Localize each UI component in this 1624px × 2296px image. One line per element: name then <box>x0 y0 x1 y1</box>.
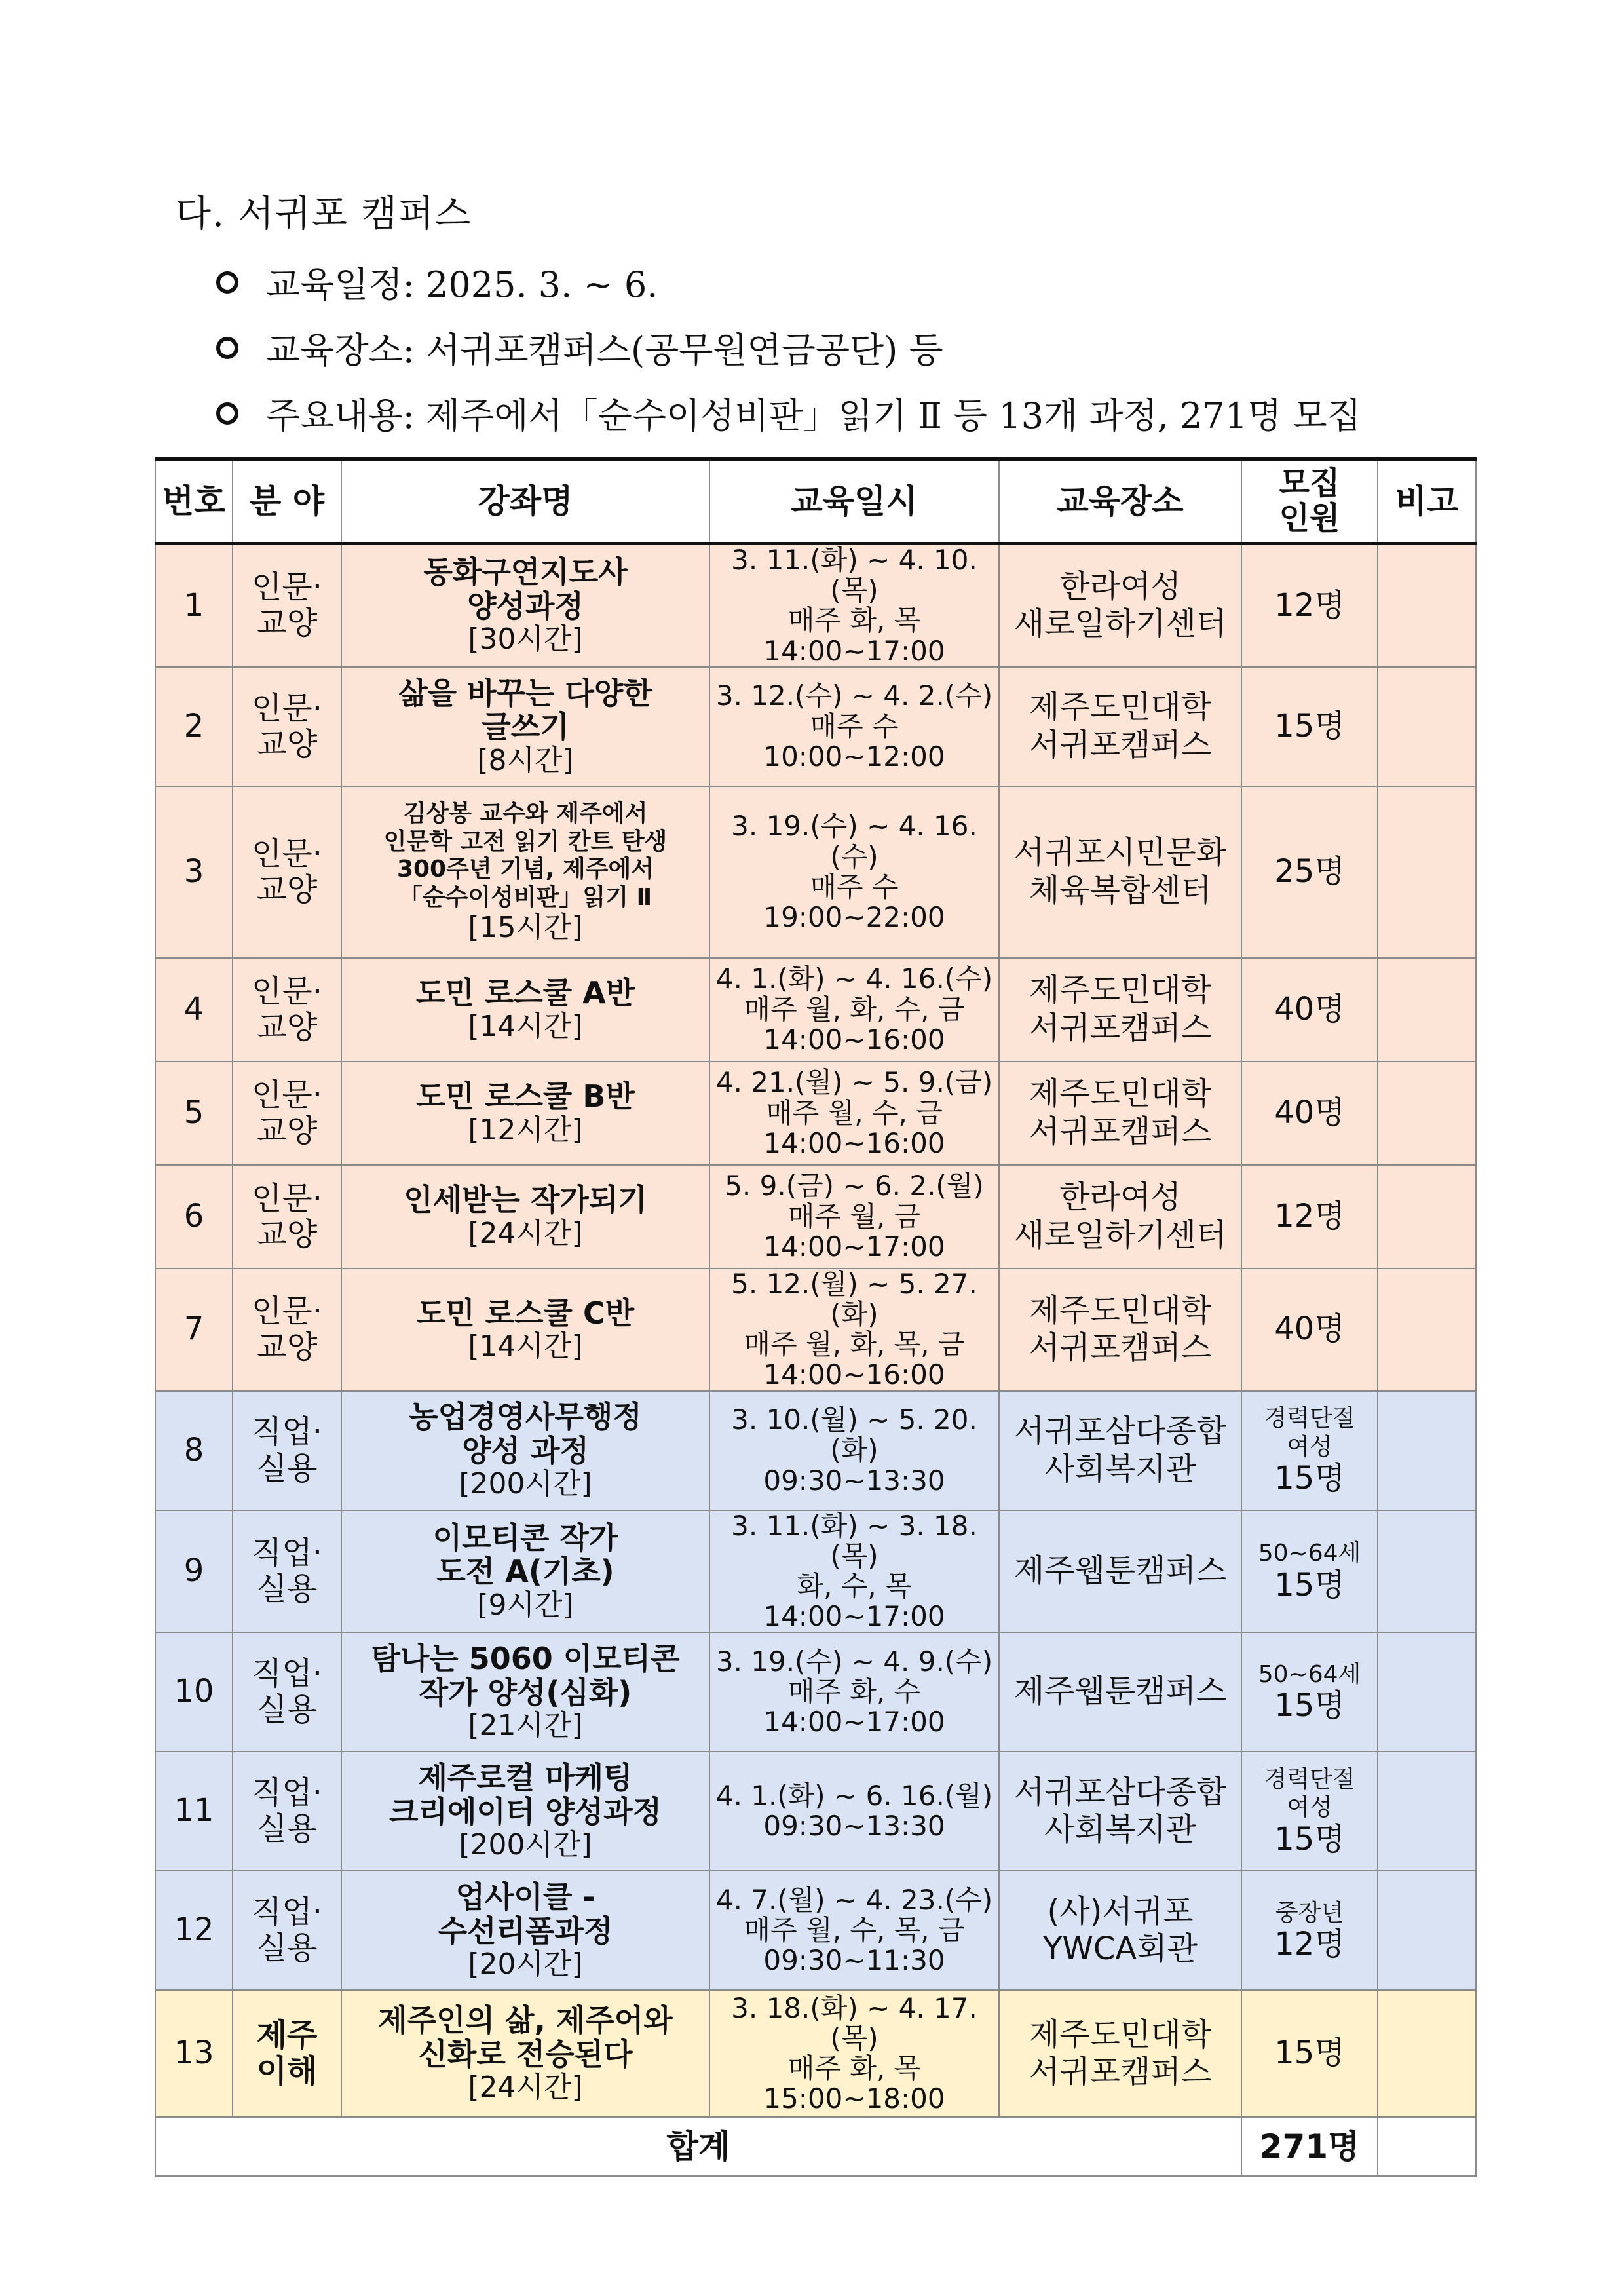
field-line: 인문· <box>252 1076 322 1113</box>
course-title-line: 크리에이터 양성과정 <box>389 1793 662 1829</box>
field-line: 직업· <box>252 1774 322 1812</box>
table-row <box>155 1871 1476 1990</box>
row-remark <box>1378 1751 1476 1871</box>
field-line: 직업· <box>252 1655 322 1693</box>
date-line: 매주 월, 수, 금 <box>766 1096 943 1129</box>
place-line: 제주도민대학 <box>1029 689 1212 726</box>
row-remark <box>1378 1391 1476 1510</box>
date-line: 매주 화, 목 <box>787 2052 921 2085</box>
bullet-schedule <box>216 257 658 307</box>
row-course <box>341 1165 709 1269</box>
row-field <box>233 544 341 667</box>
field-line: 인문· <box>252 569 322 606</box>
circle-bullet-icon <box>216 402 238 425</box>
course-title-line: 제주로컬 마케팅 <box>418 1760 633 1796</box>
row-place <box>999 1990 1241 2117</box>
row-course <box>341 1391 709 1510</box>
date-line: 3. 19.(수) ~ 4. 16.(수) <box>731 810 977 873</box>
course-title-line: 양성과정 <box>467 588 584 624</box>
row-number: 5 <box>155 1062 233 1165</box>
row-number: 13 <box>155 1990 233 2117</box>
capacity-value: 15명 <box>1274 1459 1345 1497</box>
row-date <box>709 1990 999 2117</box>
row-field <box>233 958 341 1062</box>
total-label: 합계 <box>155 2117 1241 2177</box>
date-line: 3. 12.(수) ~ 4. 2.(수) <box>715 679 993 712</box>
place-line: 제주도민대학 <box>1029 972 1212 1009</box>
place-line: 서귀포시민문화 <box>1013 834 1227 871</box>
place-line: 제주도민대학 <box>1029 1075 1212 1113</box>
field-line: 실용 <box>256 1449 318 1487</box>
field-line: 교양 <box>256 605 318 642</box>
header-date: 교육일시 <box>709 459 999 544</box>
capacity-note: 경력단절 <box>1264 1405 1355 1432</box>
field-line: 교양 <box>256 1329 318 1366</box>
row-date <box>709 1062 999 1165</box>
row-capacity <box>1241 667 1378 786</box>
row-capacity <box>1241 1391 1378 1510</box>
header-field: 분 야 <box>233 459 341 544</box>
row-remark <box>1378 1165 1476 1269</box>
capacity-value: 15명 <box>1274 1566 1345 1603</box>
date-line: 3. 11.(화) ~ 3. 18.(목) <box>731 1510 977 1572</box>
capacity-value: 25명 <box>1274 852 1345 890</box>
row-course <box>341 1510 709 1633</box>
row-course <box>341 667 709 786</box>
place-line: 서귀포캠퍼스 <box>1029 2054 1212 2091</box>
total-remark <box>1378 2117 1476 2177</box>
row-remark <box>1378 1062 1476 1165</box>
course-title-line: 신화로 전승된다 <box>418 2036 633 2072</box>
table-row <box>155 1751 1476 1871</box>
capacity-value: 40명 <box>1274 1311 1345 1348</box>
date-line: 14:00~16:00 <box>763 1023 945 1056</box>
field-line: 제주 <box>256 2017 318 2054</box>
row-date <box>709 667 999 786</box>
field-line: 교양 <box>256 1112 318 1149</box>
field-line: 교양 <box>256 871 318 908</box>
capacity-note: 경력단절 <box>1264 1766 1355 1793</box>
section-heading: 다. 서귀포 캠퍼스 <box>176 193 472 235</box>
date-line: 3. 18.(화) ~ 4. 17.(목) <box>731 1991 977 2055</box>
row-capacity <box>1241 1269 1378 1391</box>
course-hours: [12시간] <box>468 1113 583 1147</box>
row-remark <box>1378 786 1476 958</box>
row-remark <box>1378 544 1476 667</box>
course-hours: [200시간] <box>459 1828 592 1862</box>
bullet-text: 교육일정: 2025. 3. ~ 6. <box>266 264 658 305</box>
table-row <box>155 1632 1476 1751</box>
bullet-content <box>216 388 1361 438</box>
course-title-line: 수선리폼과정 <box>438 1913 613 1949</box>
course-title-line: 「순수이성비판」읽기 Ⅱ <box>398 883 652 911</box>
course-title-line: 동화구연지도사 <box>423 554 628 590</box>
row-place <box>999 544 1241 667</box>
row-remark <box>1378 1269 1476 1391</box>
table-row <box>155 1062 1476 1165</box>
row-number: 9 <box>155 1510 233 1633</box>
place-line: (사)서귀포 <box>1047 1892 1194 1930</box>
row-place <box>999 1751 1241 1871</box>
table-row <box>155 1510 1476 1633</box>
header-remark: 비고 <box>1378 459 1476 544</box>
row-field <box>233 667 341 786</box>
row-remark <box>1378 667 1476 786</box>
row-date <box>709 1751 999 1871</box>
row-place <box>999 786 1241 958</box>
row-course <box>341 958 709 1062</box>
table-row <box>155 1391 1476 1510</box>
course-title-line: 김상봉 교수와 제주에서 <box>403 800 648 828</box>
date-line: 5. 9.(금) ~ 6. 2.(월) <box>725 1170 984 1202</box>
row-field <box>233 786 341 958</box>
course-hours: [14시간] <box>468 1330 583 1364</box>
row-date <box>709 544 999 667</box>
place-line: YWCA회관 <box>1043 1930 1198 1968</box>
date-line: 14:00~17:00 <box>763 634 945 667</box>
row-place <box>999 1391 1241 1510</box>
table-row <box>155 1165 1476 1269</box>
row-date <box>709 1632 999 1751</box>
row-capacity <box>1241 1990 1378 2117</box>
place-line: 서귀포삼다종합 <box>1013 1773 1227 1810</box>
place-line: 서귀포캠퍼스 <box>1029 726 1212 763</box>
capacity-value: 40명 <box>1274 1094 1345 1131</box>
date-line: 14:00~16:00 <box>763 1358 945 1391</box>
row-place <box>999 1165 1241 1269</box>
place-line: 서귀포삼다종합 <box>1013 1412 1227 1449</box>
row-course <box>341 1062 709 1165</box>
field-line: 실용 <box>256 1930 318 1967</box>
row-number: 6 <box>155 1165 233 1269</box>
field-line: 인문· <box>252 835 322 872</box>
row-number: 8 <box>155 1391 233 1510</box>
place-line: 서귀포캠퍼스 <box>1029 1009 1212 1046</box>
row-capacity <box>1241 1165 1378 1269</box>
row-date <box>709 1269 999 1391</box>
field-line: 교양 <box>256 1215 318 1253</box>
row-capacity <box>1241 544 1378 667</box>
place-line: 서귀포캠퍼스 <box>1029 1330 1212 1367</box>
row-number: 4 <box>155 958 233 1062</box>
date-line: 3. 19.(수) ~ 4. 9.(수) <box>715 1645 993 1677</box>
header-no: 번호 <box>155 459 233 544</box>
date-line: 15:00~18:00 <box>763 2082 945 2115</box>
field-line: 실용 <box>256 1810 318 1848</box>
row-course <box>341 1632 709 1751</box>
date-line: 4. 21.(월) ~ 5. 9.(금) <box>715 1066 993 1099</box>
table-header-row <box>155 459 1476 544</box>
course-title-line: 도민 로스쿨 C반 <box>416 1295 635 1331</box>
row-field <box>233 1871 341 1990</box>
capacity-value: 15명 <box>1274 1687 1345 1724</box>
capacity-value: 12명 <box>1274 1197 1345 1234</box>
field-line: 인문· <box>252 1292 322 1330</box>
row-capacity <box>1241 1871 1378 1990</box>
capacity-value: 15명 <box>1274 2035 1345 2072</box>
place-line: 사회복지관 <box>1044 1811 1196 1848</box>
header-place: 교육장소 <box>999 459 1241 544</box>
row-course <box>341 544 709 667</box>
capacity-note: 50~64세 <box>1258 1660 1361 1688</box>
date-line: 화, 수, 목 <box>797 1569 912 1602</box>
header-capacity <box>1241 459 1378 544</box>
place-line: 서귀포캠퍼스 <box>1029 1113 1212 1150</box>
row-field <box>233 1510 341 1633</box>
row-field <box>233 1751 341 1871</box>
row-place <box>999 1510 1241 1633</box>
row-course <box>341 786 709 958</box>
row-field <box>233 1062 341 1165</box>
table-row <box>155 1269 1476 1391</box>
course-title-line: 양성 과정 <box>462 1432 589 1468</box>
table-row <box>155 667 1476 786</box>
row-date <box>709 786 999 958</box>
header-course: 강좌명 <box>341 459 709 544</box>
row-remark <box>1378 1632 1476 1751</box>
field-line: 직업· <box>252 1894 322 1931</box>
date-line: 매주 월, 금 <box>787 1200 921 1233</box>
date-line: 3. 11.(화) ~ 4. 10.(목) <box>731 544 977 607</box>
row-number: 7 <box>155 1269 233 1391</box>
table-row <box>155 1990 1476 2117</box>
date-line: 5. 12.(월) ~ 5. 27.(화) <box>731 1268 977 1330</box>
capacity-note: 여성 <box>1287 1794 1332 1822</box>
table-row <box>155 958 1476 1062</box>
course-title-line: 도전 A(기초) <box>436 1554 614 1590</box>
date-line: 14:00~17:00 <box>763 1706 945 1738</box>
date-line: 19:00~22:00 <box>763 900 945 933</box>
place-line: 새로일하기센터 <box>1013 605 1227 643</box>
row-capacity <box>1241 1510 1378 1633</box>
place-line: 사회복지관 <box>1044 1450 1196 1487</box>
field-line: 인문· <box>252 1179 322 1217</box>
row-place <box>999 1062 1241 1165</box>
row-course <box>341 1990 709 2117</box>
bullet-text: 주요내용: 제주에서「순수이성비판」읽기 Ⅱ 등 13개 과정, 271명 모집 <box>266 395 1361 436</box>
course-title-line: 제주인의 삶, 제주어와 <box>378 2002 673 2038</box>
field-line: 실용 <box>256 1570 318 1607</box>
capacity-note: 중장년 <box>1275 1899 1344 1926</box>
date-line: 매주 월, 화, 수, 금 <box>744 993 965 1025</box>
row-place <box>999 1269 1241 1391</box>
date-line: 매주 화, 수 <box>787 1675 921 1708</box>
course-hours: [8시간] <box>477 743 574 777</box>
date-line: 14:00~17:00 <box>763 1230 945 1263</box>
row-place <box>999 1632 1241 1751</box>
course-hours: [20시간] <box>468 1947 583 1981</box>
place-line: 체육복합센터 <box>1029 871 1212 909</box>
circle-bullet-icon <box>216 271 238 294</box>
place-line: 제주도민대학 <box>1029 1292 1212 1329</box>
course-hours: [15시간] <box>468 911 583 945</box>
date-line: 매주 수 <box>810 870 899 903</box>
course-title-line: 글쓰기 <box>482 709 569 745</box>
date-line: 4. 1.(화) ~ 6. 16.(월) <box>715 1780 993 1812</box>
date-line: 09:30~13:30 <box>763 1464 945 1497</box>
row-place <box>999 1871 1241 1990</box>
course-table <box>155 457 1477 2177</box>
field-line: 인문· <box>252 972 322 1010</box>
course-title-line: 삶을 바꾸는 다양한 <box>398 675 652 711</box>
capacity-value: 40명 <box>1274 990 1345 1027</box>
row-number: 2 <box>155 667 233 786</box>
row-field <box>233 1165 341 1269</box>
header-capacity-line2: 인원 <box>1279 500 1340 537</box>
bullet-text: 교육장소: 서귀포캠퍼스(공무원연금공단) 등 <box>266 330 943 371</box>
row-number: 1 <box>155 544 233 667</box>
total-value: 271명 <box>1241 2117 1378 2177</box>
course-title-line: 작가 양성(심화) <box>419 1674 632 1710</box>
capacity-value: 15명 <box>1274 707 1345 744</box>
place-line: 새로일하기센터 <box>1013 1216 1227 1253</box>
course-title-line: 이모티콘 작가 <box>432 1520 618 1556</box>
row-date <box>709 1510 999 1633</box>
row-field <box>233 1269 341 1391</box>
total-row <box>155 2117 1476 2177</box>
course-title-line: 농업경영사무행정 <box>409 1399 642 1435</box>
place-line: 한라여성 <box>1059 1179 1181 1216</box>
date-line: 매주 수 <box>810 710 899 742</box>
capacity-value: 12명 <box>1274 586 1345 624</box>
row-capacity <box>1241 1632 1378 1751</box>
row-remark <box>1378 1510 1476 1633</box>
course-hours: [24시간] <box>468 2071 583 2105</box>
date-line: 매주 월, 수, 목, 금 <box>744 1914 965 1947</box>
field-line: 교양 <box>256 1008 318 1046</box>
capacity-note: 50~64세 <box>1258 1540 1361 1567</box>
row-number: 12 <box>155 1871 233 1990</box>
course-hours: [200시간] <box>459 1467 592 1501</box>
table-row <box>155 786 1476 958</box>
field-line: 직업· <box>252 1413 322 1451</box>
date-line: 4. 1.(화) ~ 4. 16.(수) <box>715 963 993 995</box>
row-remark <box>1378 1871 1476 1990</box>
circle-bullet-icon <box>216 337 238 359</box>
row-capacity <box>1241 786 1378 958</box>
date-line: 09:30~13:30 <box>763 1810 945 1843</box>
field-line: 실용 <box>256 1691 318 1729</box>
place-line: 한라여성 <box>1059 567 1181 605</box>
place-line: 제주웹툰캠퍼스 <box>1013 1552 1227 1590</box>
field-line: 인문· <box>252 689 322 727</box>
date-line: 14:00~17:00 <box>763 1600 945 1633</box>
course-hours: [14시간] <box>468 1009 583 1043</box>
date-line: 매주 월, 화, 목, 금 <box>744 1328 965 1361</box>
row-field <box>233 1391 341 1510</box>
row-number: 11 <box>155 1751 233 1871</box>
row-number: 3 <box>155 786 233 958</box>
header-capacity-line1: 모집 <box>1279 465 1340 502</box>
row-field <box>233 1990 341 2117</box>
course-hours: [21시간] <box>468 1709 583 1743</box>
row-course <box>341 1751 709 1871</box>
capacity-value: 15명 <box>1274 1820 1345 1858</box>
field-line: 직업· <box>252 1534 322 1571</box>
course-title-line: 도민 로스쿨 B반 <box>416 1079 635 1115</box>
date-line: 4. 7.(월) ~ 4. 23.(수) <box>715 1883 993 1916</box>
row-remark <box>1378 1990 1476 2117</box>
capacity-note: 여성 <box>1287 1433 1332 1461</box>
table-row <box>155 544 1476 667</box>
course-title-line: 인세받는 작가되기 <box>404 1182 647 1218</box>
row-place <box>999 667 1241 786</box>
place-line: 제주웹툰캠퍼스 <box>1013 1673 1227 1710</box>
course-hours: [9시간] <box>477 1588 574 1622</box>
date-line: 09:30~11:30 <box>763 1944 945 1977</box>
field-line: 교양 <box>256 725 318 763</box>
row-place <box>999 958 1241 1062</box>
date-line: 매주 화, 목 <box>787 604 921 637</box>
course-title-line: 탐나는 5060 이모티콘 <box>371 1641 680 1677</box>
date-line: 3. 10.(월) ~ 5. 20.(화) <box>731 1404 977 1466</box>
row-course <box>341 1269 709 1391</box>
row-capacity <box>1241 958 1378 1062</box>
row-date <box>709 1165 999 1269</box>
course-hours: [24시간] <box>468 1216 583 1250</box>
date-line: 10:00~12:00 <box>763 740 945 773</box>
place-line: 제주도민대학 <box>1029 2016 1212 2053</box>
row-capacity <box>1241 1062 1378 1165</box>
row-date <box>709 1871 999 1990</box>
course-hours: [30시간] <box>468 622 583 657</box>
row-date <box>709 958 999 1062</box>
date-line: 14:00~16:00 <box>763 1126 945 1159</box>
bullet-location <box>216 322 943 373</box>
row-number: 10 <box>155 1632 233 1751</box>
row-remark <box>1378 958 1476 1062</box>
course-title-line: 300주년 기념, 제주에서 <box>396 856 654 883</box>
course-title-line: 도민 로스쿨 A반 <box>415 975 635 1011</box>
row-course <box>341 1871 709 1990</box>
course-title-line: 인문학 고전 읽기 칸트 탄생 <box>383 828 668 855</box>
capacity-value: 12명 <box>1274 1925 1345 1962</box>
course-title-line: 업사이클 - <box>455 1879 595 1915</box>
row-date <box>709 1391 999 1510</box>
row-capacity <box>1241 1751 1378 1871</box>
field-line: 이해 <box>256 2053 318 2090</box>
row-field <box>233 1632 341 1751</box>
